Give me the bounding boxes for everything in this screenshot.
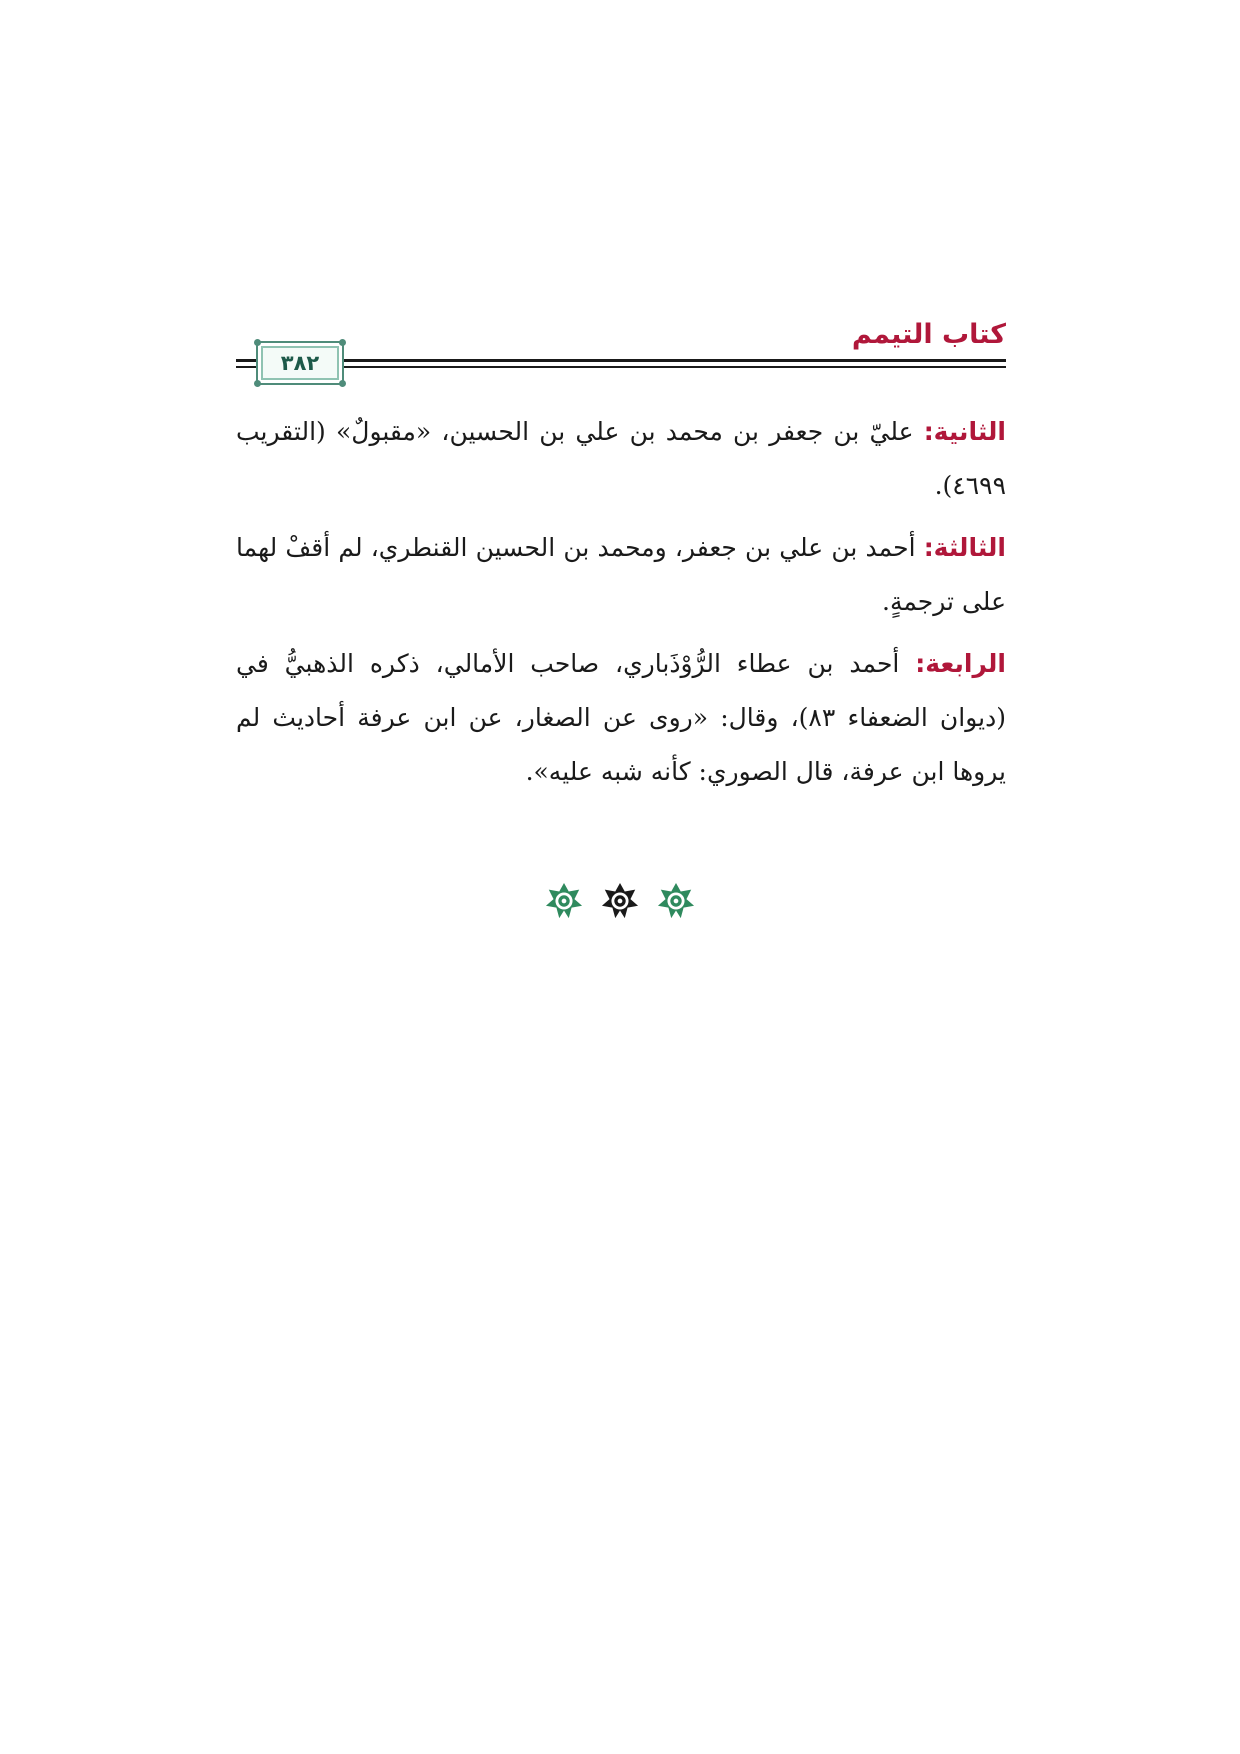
paragraph-text: أحمد بن عطاء الرُّوْذَباري، صاحب الأمالي، ذكره الذهبيُّ في (ديوان الضعفاء ٨٣)، وقال: «روى عن الصغار، عن ابن عرفة أحاديث لم يروها ابن عرفة، قال الصوري: كأنه شبه عليه». bbox=[236, 649, 1006, 786]
green-star-ornament-icon bbox=[545, 882, 583, 920]
paragraph-fourth bbox=[236, 637, 1006, 799]
paragraph-label: الثالثة: bbox=[923, 533, 1006, 562]
paragraph-text: أحمد بن علي بن جعفر، ومحمد بن الحسين القنطري، لم أقفْ لهما على ترجمةٍ. bbox=[236, 533, 1006, 616]
page-number-frame bbox=[256, 341, 344, 385]
paragraph-text: عليّ بن جعفر بن محمد بن علي بن الحسين، «مقبولٌ» (التقريب ٤٦٩٩). bbox=[236, 417, 1006, 500]
page-header bbox=[236, 318, 1006, 390]
section-end-ornament bbox=[0, 882, 1240, 920]
frame-corner-ornament-icon bbox=[254, 339, 261, 346]
paragraph-label: الرابعة: bbox=[915, 649, 1006, 678]
paragraph-third bbox=[236, 521, 1006, 629]
green-star-ornament-icon bbox=[657, 882, 695, 920]
page-number: ٣٨٢ bbox=[261, 346, 339, 380]
header-rule-thin bbox=[236, 366, 1006, 368]
paragraph-label: الثانية: bbox=[923, 417, 1006, 446]
paragraph-second bbox=[236, 405, 1006, 513]
frame-corner-ornament-icon bbox=[339, 339, 346, 346]
frame-corner-ornament-icon bbox=[339, 380, 346, 387]
body-text bbox=[236, 405, 1006, 807]
black-star-ornament-icon bbox=[601, 882, 639, 920]
book-title: كتاب التيمم bbox=[851, 319, 1006, 350]
header-rule-thick bbox=[236, 359, 1006, 362]
frame-corner-ornament-icon bbox=[254, 380, 261, 387]
